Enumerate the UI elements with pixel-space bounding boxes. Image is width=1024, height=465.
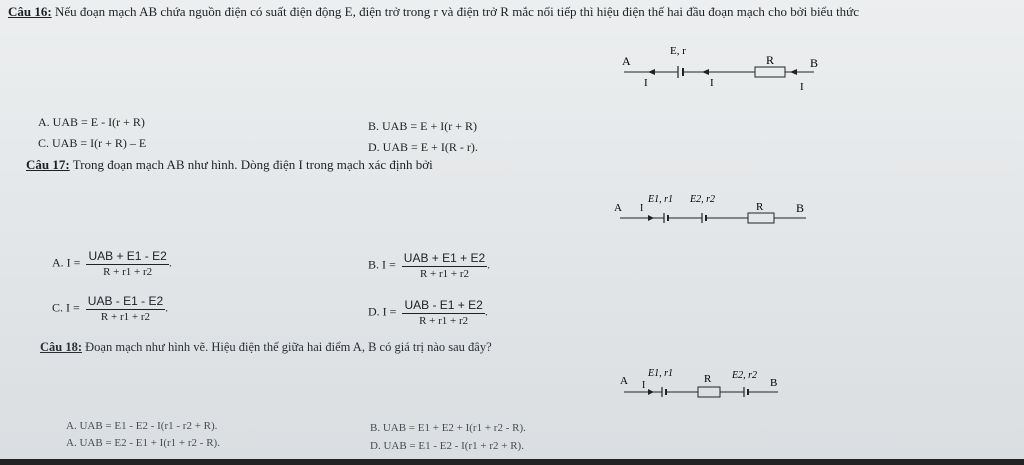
q17-source1-label: E1, r1: [648, 194, 673, 205]
q16-source-label: E, r: [670, 45, 686, 57]
q17-option-a[interactable]: [52, 249, 172, 278]
q17-option-c-fraction: [86, 294, 165, 323]
q16-option-a[interactable]: A. UAB = E - I(r + R): [38, 115, 145, 129]
q18-current-label: I: [642, 380, 646, 391]
q18-option-c[interactable]: A. UAB = E2 - E1 + I(r1 + r2 - R).: [66, 437, 220, 449]
q17-option-c[interactable]: [52, 294, 168, 323]
q16-option-c[interactable]: C. UAB = I(r + R) – E: [38, 136, 147, 150]
q17-option-d[interactable]: [368, 298, 488, 327]
q17-option-b-suffix: .: [487, 257, 491, 272]
q17-option-a-numerator: UAB + E1 - E2: [88, 249, 167, 263]
q16-node-b: B: [810, 56, 819, 70]
q16-current-arrow-3: [790, 69, 797, 75]
q16-current-label-1: I: [644, 77, 648, 89]
q17-text: Trong đoạn mạch AB như hình. Dòng điện I trong mạch xác định bởi: [72, 157, 433, 172]
q18-number: Câu 18:: [40, 340, 83, 354]
q16-resistor: [755, 67, 785, 77]
q18-node-a: A: [620, 375, 628, 387]
q17-option-b-numerator: UAB + E1 + E2: [403, 251, 486, 265]
q17-number: Câu 17:: [26, 157, 70, 172]
q16-current-arrow-2: [702, 69, 709, 75]
q16-text: Nếu đoạn mạch AB chứa nguồn điện có suất điện động E, điện trở trong r và điện trở R mắc nối tiếp thì hiệu điện thế hai đầu đoạn mạch cho bởi biểu thức: [54, 4, 859, 19]
q16-current-label-2: I: [710, 77, 714, 89]
q17-option-d-denominator: R + r1 + r2: [419, 315, 469, 327]
q17-option-a-fraction: [86, 249, 168, 278]
q17-option-c-suffix: .: [165, 300, 169, 315]
q16-number: Câu 16:: [8, 4, 52, 19]
q18-node-b: B: [770, 377, 778, 389]
q17-option-a-prefix: A. I =: [52, 255, 81, 270]
q17-option-d-fraction: [402, 298, 484, 327]
q17-current-arrow: [648, 215, 654, 221]
q17-option-c-prefix: C. I =: [52, 300, 80, 315]
q17-source2-label: E2, r2: [690, 194, 715, 205]
q17-option-c-numerator: UAB - E1 - E2: [87, 294, 164, 308]
q16-circuit-diagram: [610, 42, 830, 94]
q17-node-a: A: [614, 202, 622, 214]
q18-source1-label: E1, r1: [648, 368, 673, 379]
q17-option-d-numerator: UAB - E1 + E2: [404, 298, 483, 312]
q17-option-d-prefix: D. I =: [368, 304, 397, 319]
q17-resistor: [748, 213, 774, 223]
q17-current-label: I: [640, 203, 644, 214]
q16-node-a: A: [622, 54, 631, 68]
q18-text: Đoạn mạch như hình vẽ. Hiệu điện thế giữa hai điểm A, B có giá trị nào sau đây?: [85, 340, 492, 354]
q18-circuit-diagram: [612, 364, 792, 406]
q17-option-a-denominator: R + r1 + r2: [103, 266, 153, 278]
q17-option-d-suffix: .: [484, 304, 488, 319]
q17-option-b-prefix: B. I =: [368, 257, 396, 272]
q18-resistor: [698, 387, 720, 397]
q16-current-label-3: I: [800, 81, 804, 93]
q17-circuit-diagram: [606, 188, 821, 234]
q17-option-b-denominator: R + r1 + r2: [419, 268, 470, 280]
q18-option-a[interactable]: A. UAB = E1 - E2 - I(r1 - r2 + R).: [66, 420, 218, 432]
q17-option-b[interactable]: [368, 251, 490, 280]
q18-title: [40, 340, 492, 355]
q16-option-b[interactable]: B. UAB = E + I(r + R): [368, 119, 477, 133]
q16-resistor-label: R: [766, 53, 775, 67]
screen-bezel-edge: [0, 459, 1024, 465]
q17-option-c-denominator: R + r1 + r2: [100, 311, 150, 323]
q18-current-arrow: [648, 389, 654, 395]
q16-current-arrow-1: [648, 69, 655, 75]
q17-option-b-fraction: [402, 251, 487, 280]
q18-option-d[interactable]: D. UAB = E1 - E2 - I(r1 + r2 + R).: [370, 440, 524, 452]
q16-option-d[interactable]: D. UAB = E + I(R - r).: [368, 140, 478, 154]
q16-title: [8, 4, 859, 20]
q17-title: [26, 157, 433, 173]
q18-resistor-label: R: [704, 373, 712, 385]
q17-resistor-label: R: [756, 201, 764, 213]
q17-option-a-suffix: .: [168, 255, 172, 270]
q18-source2-label: E2, r2: [732, 370, 757, 381]
q18-option-b[interactable]: B. UAB = E1 + E2 + I(r1 + r2 - R).: [370, 422, 526, 434]
q17-node-b: B: [796, 201, 805, 215]
